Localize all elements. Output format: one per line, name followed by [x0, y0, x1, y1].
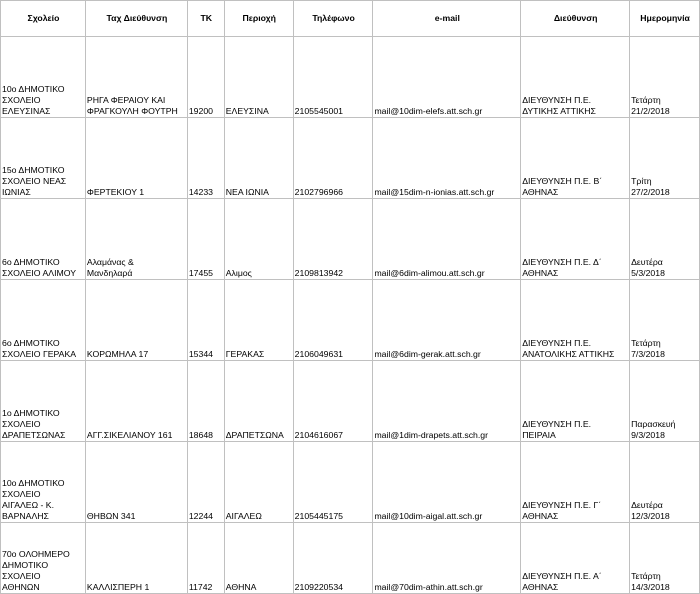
cell-address-line: Μανδηλαρά — [86, 268, 133, 278]
cell-date-line: 5/3/2018 — [631, 268, 665, 278]
table-row — [1, 199, 700, 280]
cell-date-line: Τετάρτη — [631, 338, 661, 348]
cell-school-line: 1ο ΔΗΜΟΤΙΚΟ — [2, 408, 60, 418]
table-row — [1, 118, 700, 199]
cell-phone[interactable]: 2105445175 — [293, 442, 373, 523]
cell-date[interactable] — [630, 442, 700, 523]
cell-school-line: ΣΧΟΛΕΙΟ ΝΕΑΣ — [2, 176, 67, 186]
cell-address[interactable] — [85, 361, 187, 442]
cell-school[interactable] — [1, 199, 86, 280]
cell-directorate-line: ΔΙΕΥΘΥΝΣΗ Π.Ε. Γ΄ — [522, 500, 602, 510]
cell-email[interactable]: mail@6dim-gerak.att.sch.gr — [373, 280, 521, 361]
cell-address[interactable] — [85, 37, 187, 118]
cell-email[interactable]: mail@10dim-aigal.att.sch.gr — [373, 442, 521, 523]
cell-date[interactable] — [630, 118, 700, 199]
cell-tk[interactable]: 14233 — [187, 118, 224, 199]
cell-school-line: 6ο ΔΗΜΟΤΙΚΟ — [2, 257, 60, 267]
cell-phone[interactable]: 2102796966 — [293, 118, 373, 199]
cell-directorate-line: ΔΙΕΥΘΥΝΣΗ Π.Ε. — [522, 419, 592, 429]
header-school[interactable]: Σχολείο — [1, 1, 86, 37]
cell-tk[interactable]: 18648 — [187, 361, 224, 442]
cell-directorate[interactable] — [521, 280, 630, 361]
cell-date[interactable] — [630, 37, 700, 118]
cell-school[interactable] — [1, 37, 86, 118]
header-address[interactable]: Ταχ Διεύθυνση — [85, 1, 187, 37]
header-tk[interactable]: ΤΚ — [187, 1, 224, 37]
cell-area[interactable]: Αλιμος — [224, 199, 293, 280]
cell-date[interactable] — [630, 280, 700, 361]
cell-directorate[interactable] — [521, 361, 630, 442]
cell-school[interactable] — [1, 361, 86, 442]
cell-phone[interactable]: 2109813942 — [293, 199, 373, 280]
cell-address-line: ΦΕΡΤΕΚΙΟΥ 1 — [86, 187, 145, 197]
cell-school-line: 10ο ΔΗΜΟΤΙΚΟ — [2, 84, 65, 94]
cell-email[interactable]: mail@10dim-elefs.att.sch.gr — [373, 37, 521, 118]
cell-tk[interactable]: 12244 — [187, 442, 224, 523]
cell-school-line: ΔΡΑΠΕΤΣΩΝΑΣ — [2, 430, 66, 440]
cell-school-line: ΙΩΝΙΑΣ — [2, 187, 31, 197]
cell-date-line: Δευτέρα — [631, 257, 663, 267]
cell-phone[interactable]: 2109220534 — [293, 523, 373, 594]
cell-directorate-line: ΑΘΗΝΑΣ — [522, 511, 559, 521]
cell-address[interactable] — [85, 523, 187, 594]
cell-address[interactable] — [85, 118, 187, 199]
cell-phone[interactable]: 2106049631 — [293, 280, 373, 361]
cell-date[interactable] — [630, 361, 700, 442]
cell-address[interactable] — [85, 442, 187, 523]
cell-school-line: 10ο ΔΗΜΟΤΙΚΟ — [2, 478, 65, 488]
cell-email[interactable]: mail@6dim-alimou.att.sch.gr — [373, 199, 521, 280]
header-email[interactable]: e-mail — [373, 1, 521, 37]
cell-school-line: ΣΧΟΛΕΙΟ — [2, 419, 41, 429]
cell-area[interactable]: ΑΘΗΝΑ — [224, 523, 293, 594]
cell-address[interactable] — [85, 280, 187, 361]
cell-date-line: 27/2/2018 — [631, 187, 670, 197]
header-area[interactable]: Περιοχή — [224, 1, 293, 37]
cell-directorate-line: ΔΙΕΥΘΥΝΣΗ Π.Ε. — [522, 338, 592, 348]
cell-directorate[interactable] — [521, 199, 630, 280]
table-body — [1, 37, 700, 594]
cell-email[interactable]: mail@70dim-athin.att.sch.gr — [373, 523, 521, 594]
cell-area[interactable]: ΑΙΓΑΛΕΩ — [224, 442, 293, 523]
cell-email[interactable]: mail@1dim-drapets.att.sch.gr — [373, 361, 521, 442]
cell-date-line: 21/2/2018 — [631, 106, 670, 116]
cell-directorate-line: ΑΘΗΝΑΣ — [522, 582, 559, 592]
cell-school[interactable] — [1, 118, 86, 199]
cell-area[interactable]: ΔΡΑΠΕΤΣΩΝΑ — [224, 361, 293, 442]
cell-school[interactable] — [1, 280, 86, 361]
cell-date-line: Τετάρτη — [631, 571, 661, 581]
header-phone[interactable]: Τηλέφωνο — [293, 1, 373, 37]
cell-school-line: ΒΑΡΝΑΛΗΣ — [2, 511, 49, 521]
cell-directorate-line: ΔΥΤΙΚΗΣ ΑΤΤΙΚΗΣ — [522, 106, 596, 116]
cell-directorate[interactable] — [521, 118, 630, 199]
cell-date-line: Τρίτη — [631, 176, 652, 186]
cell-email[interactable]: mail@15dim-n-ionias.att.sch.gr — [373, 118, 521, 199]
cell-address-line: ΑΓΓ.ΣΙΚΕΛΙΑΝΟΥ 161 — [86, 430, 173, 440]
cell-school-line: 70ο ΟΛΟΗΜΕΡΟ — [2, 549, 70, 559]
header-directorate[interactable]: Διεύθυνση — [521, 1, 630, 37]
cell-address-line: ΦΡΑΓΚΟΥΛΗ ΦΟΥΤΡΗ — [86, 106, 178, 116]
cell-date-line: 9/3/2018 — [631, 430, 665, 440]
cell-school[interactable] — [1, 442, 86, 523]
cell-date-line: 12/3/2018 — [631, 511, 670, 521]
cell-address[interactable] — [85, 199, 187, 280]
cell-school-line: ΑΘΗΝΩΝ — [2, 582, 40, 592]
table-row — [1, 523, 700, 594]
table-row — [1, 442, 700, 523]
table-row — [1, 37, 700, 118]
cell-phone[interactable]: 2104616067 — [293, 361, 373, 442]
cell-date-line: 14/3/2018 — [631, 582, 670, 592]
cell-directorate-line: ΔΙΕΥΘΥΝΣΗ Π.Ε. Α΄ — [522, 571, 602, 581]
cell-directorate-line: ΑΘΗΝΑΣ — [522, 187, 559, 197]
table-row — [1, 280, 700, 361]
cell-date-line: Τετάρτη — [631, 95, 661, 105]
cell-date-line: Παρασκευή — [631, 419, 676, 429]
cell-school-line: 6ο ΔΗΜΟΤΙΚΟ — [2, 338, 60, 348]
cell-school-line: ΔΗΜΟΤΙΚΟ — [2, 560, 49, 570]
cell-school-line: 15ο ΔΗΜΟΤΙΚΟ — [2, 165, 65, 175]
cell-address-line: Αλαμάνας & — [86, 257, 134, 267]
cell-date-line: Δευτέρα — [631, 500, 663, 510]
cell-directorate-line: ΑΝΑΤΟΛΙΚΗΣ ΑΤΤΙΚΗΣ — [522, 349, 615, 359]
cell-area[interactable]: ΓΕΡΑΚΑΣ — [224, 280, 293, 361]
cell-school[interactable] — [1, 523, 86, 594]
cell-tk[interactable]: 17455 — [187, 199, 224, 280]
cell-directorate[interactable] — [521, 442, 630, 523]
cell-school-line: ΣΧΟΛΕΙΟ — [2, 95, 41, 105]
cell-directorate[interactable] — [521, 523, 630, 594]
cell-school-line: ΑΙΓΑΛΕΩ - Κ. — [2, 500, 55, 510]
header-row — [1, 1, 700, 37]
cell-directorate-line: ΔΙΕΥΘΥΝΣΗ Π.Ε. Β΄ — [522, 176, 603, 186]
cell-address-line: ΚΟΡΩΜΗΛΑ 17 — [86, 349, 149, 359]
cell-school-line: ΣΧΟΛΕΙΟ — [2, 489, 41, 499]
cell-area[interactable]: ΕΛΕΥΣΙΝΑ — [224, 37, 293, 118]
cell-date-line: 7/3/2018 — [631, 349, 665, 359]
cell-directorate-line: ΑΘΗΝΑΣ — [522, 268, 559, 278]
cell-address-line: ΚΑΛΛΙΣΠΕΡΗ 1 — [86, 582, 150, 592]
cell-directorate[interactable] — [521, 37, 630, 118]
cell-area[interactable]: ΝΕΑ ΙΩΝΙΑ — [224, 118, 293, 199]
cell-directorate-line: ΔΙΕΥΘΥΝΣΗ Π.Ε. — [522, 95, 592, 105]
cell-tk[interactable]: 15344 — [187, 280, 224, 361]
cell-phone[interactable]: 2105545001 — [293, 37, 373, 118]
header-date[interactable]: Ημερομηνία — [630, 1, 700, 37]
cell-school-line: ΣΧΟΛΕΙΟ ΓΕΡΑΚΑ — [2, 349, 77, 359]
cell-date[interactable] — [630, 199, 700, 280]
cell-address-line: ΘΗΒΩΝ 341 — [86, 511, 136, 521]
cell-school-line: ΕΛΕΥΣΙΝΑΣ — [2, 106, 51, 116]
cell-address-line: ΡΗΓΑ ΦΕΡΑΙΟΥ ΚΑΙ — [86, 95, 166, 105]
cell-tk[interactable]: 19200 — [187, 37, 224, 118]
cell-date[interactable] — [630, 523, 700, 594]
cell-school-line: ΣΧΟΛΕΙΟ — [2, 571, 41, 581]
cell-tk[interactable]: 11742 — [187, 523, 224, 594]
cell-directorate-line: ΔΙΕΥΘΥΝΣΗ Π.Ε. Δ΄ — [522, 257, 602, 267]
cell-directorate-line: ΠΕΙΡΑΙΑ — [522, 430, 556, 440]
cell-school-line: ΣΧΟΛΕΙΟ ΑΛΙΜΟΥ — [2, 268, 76, 278]
table-row — [1, 361, 700, 442]
